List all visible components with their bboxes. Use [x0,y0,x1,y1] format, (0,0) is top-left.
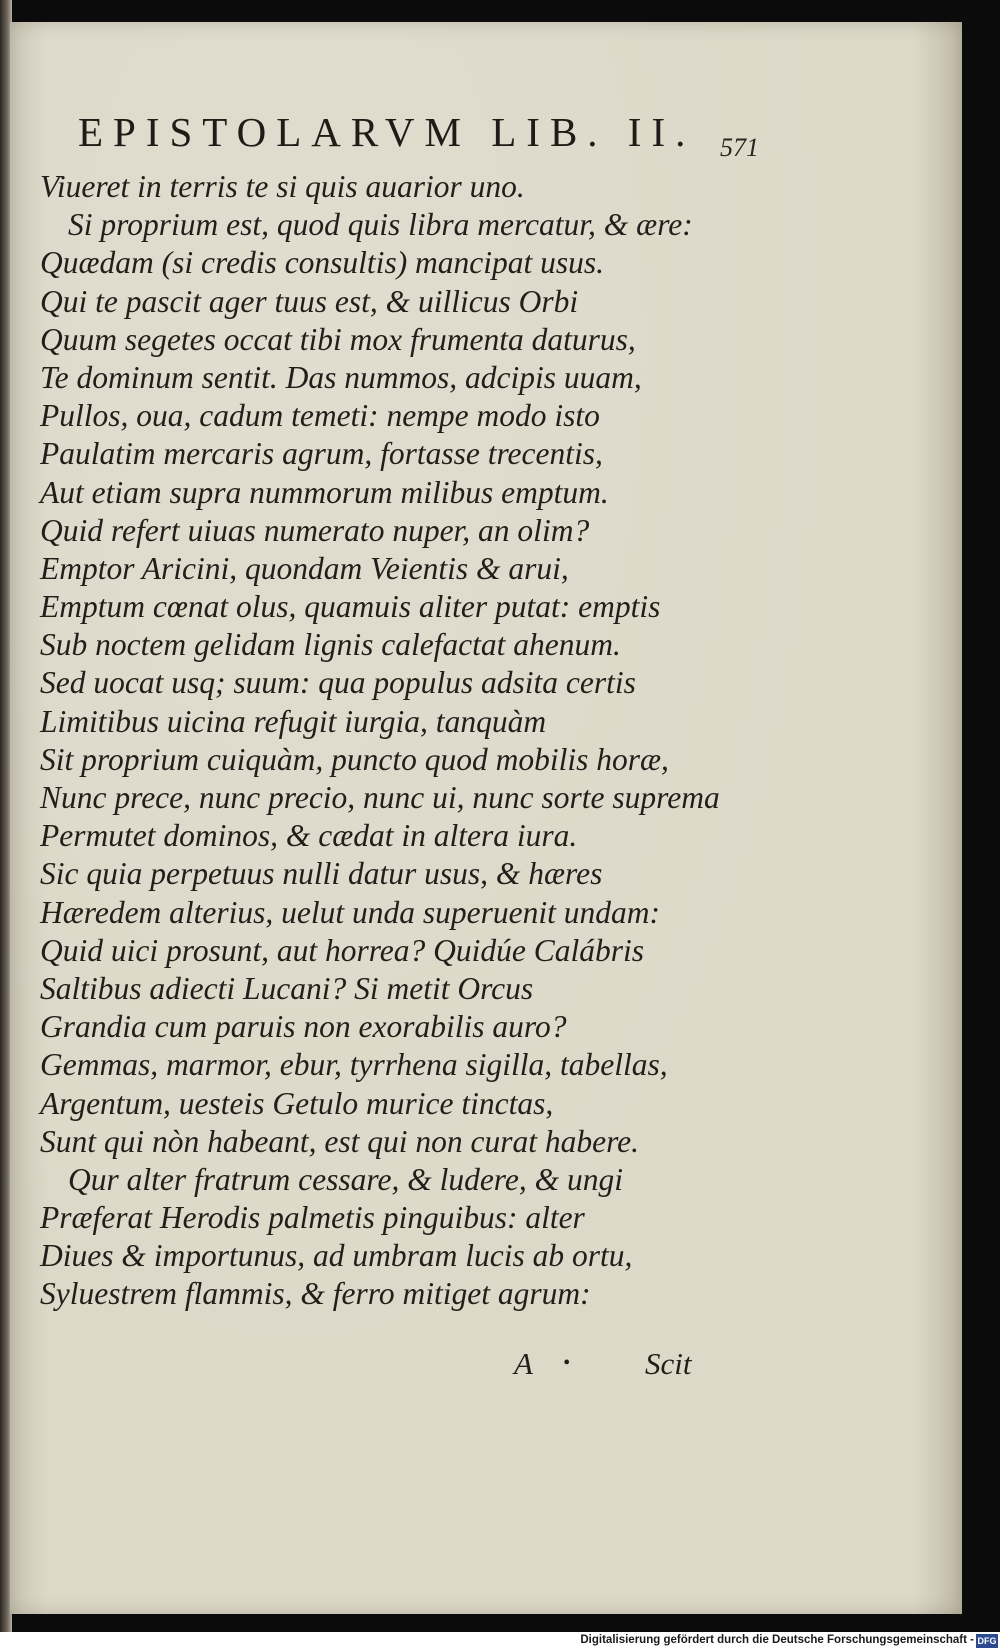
dfg-logo: DFG [977,1636,997,1646]
verse-line: Nunc prece, nunc precio, nunc ui, nunc sorte suprema [40,780,720,815]
verse-line: Si proprium est, quod quis libra mercatur, & ære: [68,207,693,243]
verse-line: Sunt qui nòn habeant, est qui non curat habere. [40,1123,640,1159]
verse-line: Syluestrem flammis, & ferro mitiget agrum: [40,1276,591,1312]
signature-dot: • [563,1352,571,1374]
funding-credit: Digitalisierung gefördert durch die Deutsche Forschungsgemeinschaft - [580,1634,974,1646]
verse-line: Pullos, oua, cadum temeti: nempe modo isto [40,398,600,434]
verse-line: Quid refert uiuas numerato nuper, an olim? [40,512,590,548]
verse-line: Gemmas, marmor, ebur, tyrrhena sigilla, tabellas, [40,1047,668,1083]
verse-line: Sed uocat usq; suum: qua populus adsita certis [40,665,636,701]
show-through-bleed [710,202,950,1302]
verse-text-block [40,168,720,1314]
verse-line: Hæredem alterius, uelut unda superuenit undam: [40,894,661,930]
verse-line: Emptum cœnat olus, quamuis aliter putat: emptis [40,589,661,625]
verse-line: Paulatim mercaris agrum, fortasse trecentis, [40,436,603,472]
verse-line: Saltibus adiecti Lucani? Si metit Orcus [40,970,534,1006]
verse-line: Sit proprium cuiquàm, puncto quod mobilis horæ, [40,741,669,777]
verse-line: Aut etiam supra nummorum milibus emptum. [40,474,609,510]
verse-line: Te dominum sentit. Das nummos, adcipis uuam, [40,359,642,395]
verse-line: Quum segetes occat tibi mox frumenta daturus, [40,321,636,357]
page-number: 571 [720,133,759,162]
verse-line: Permutet dominos, & cædat in altera iura. [40,818,578,854]
catchword: Scit [645,1346,692,1381]
verse-line: Sic quia perpetuus nulli datur usus, & hæres [40,856,603,892]
verse-line: Qur alter fratrum cessare, & ludere, & ungi [68,1161,624,1197]
verse-line: Viueret in terris te si quis auarior uno. [40,169,525,204]
verse-line: Qui te pascit ager tuus est, & uillicus Orbi [40,283,579,319]
verse-line: Emptor Aricini, quondam Veientis & arui, [40,550,569,586]
verse-line: Quædam (si credis consultis) mancipat usus. [40,245,605,281]
verse-line: Argentum, uesteis Getulo murice tinctas, [40,1085,554,1121]
verse-line: Limitibus uicina refugit iurgia, tanquàm [40,703,547,739]
verse-line: Sub noctem gelidam lignis calefactat ahenum. [40,627,621,663]
verse-line: Præferat Herodis palmetis pinguibus: alter [40,1200,585,1236]
verse-line: Diues & importunus, ad umbram lucis ab ortu, [40,1238,633,1274]
verse-line: Quid uici prosunt, aut horrea? Quidúe Calábris [40,932,645,968]
verse-line: Grandia cum paruis non exorabilis auro? [40,1009,567,1045]
running-head: EPISTOLARVM LIB. II. [78,109,696,155]
signature-mark: A [514,1346,533,1381]
